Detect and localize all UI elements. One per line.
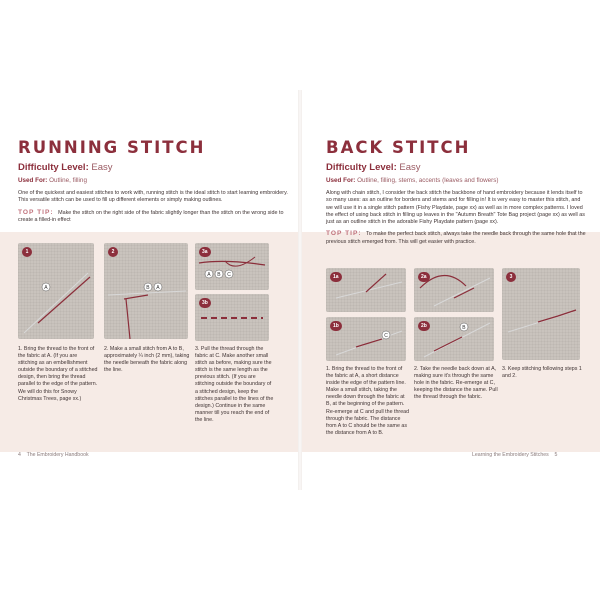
step-badge: 1 — [22, 247, 32, 257]
caption-number: 3. — [502, 366, 507, 372]
difficulty-value: Easy — [399, 162, 421, 173]
caption-number: 2. — [414, 366, 419, 372]
caption-text: Bring the thread to the front of the fabric at A. (If you are stitching as an embellishment outside the boundary of a stitched design, then bring the thread parallel to the edge of the pattern. We will do this for Snowy Christmas Trees, page xx.) — [18, 346, 98, 402]
step-photo-1b — [326, 317, 406, 361]
step-photo-1 — [18, 243, 94, 339]
needle-illustration-icon — [502, 268, 580, 360]
footer-page-number: 4 — [18, 452, 21, 458]
used-for-label: Used For: — [18, 177, 48, 184]
footer-book-title: Learning the Embroidery Stitches — [472, 452, 549, 458]
footer-book-title: The Embroidery Handbook — [26, 452, 89, 458]
photo-letter: A — [156, 285, 160, 291]
caption-text: Make a small stitch from A to B, approximately ¼ inch (2 mm), taking the needle beneath the fabric along the line. — [104, 346, 190, 374]
step-caption-1 — [326, 366, 410, 437]
difficulty-level — [18, 162, 288, 173]
difficulty-label: Difficulty Level: — [18, 162, 89, 173]
photo-letter: A — [44, 285, 48, 291]
right-page-text — [326, 138, 588, 246]
step-photo-3a — [195, 243, 269, 290]
left-page-text — [18, 138, 288, 224]
used-for — [326, 177, 588, 184]
step-photo-1a — [326, 268, 406, 312]
step-photo-2 — [104, 243, 188, 339]
top-tip-text: To make the perfect back stitch, always take the needle back through the same hole that the previous stitch emerged from. This will get easier with practice. — [326, 231, 586, 245]
photo-letter: B — [462, 325, 466, 331]
caption-text: Keep stitching following steps 1 and 2. — [502, 366, 582, 380]
caption-text: Bring the thread to the front of the fabric at A, a short distance inside the edge of the pattern line. Make a small stitch, taking the needle down through the fabric at B, at the beginning of the pattern. Re-emerge at C and pull the thread through the fabric. The distance from A to C should be the same as the distance from A to B. — [326, 366, 410, 436]
difficulty-value: Easy — [91, 162, 113, 173]
right-footer — [472, 452, 557, 458]
step-badge: 2b — [418, 321, 430, 331]
top-tip — [326, 230, 588, 246]
needle-illustration-icon — [18, 243, 94, 339]
intro-paragraph: Along with chain stitch, I consider the back stitch the backbone of hand embroidery because it lends itself to so many uses: as an outline for borders and stems and for filling in! It is very easy to master this stitch, and we will use it in a single stitch pattern (Fishy Playdate, page xx) as well as in more complex patterns. I loved the effect of using back stitch in filling up leaves in the "Autumn Breath" Tote Bag project (page xx) as well as just as an outline stitch in the adorable Fishy Playdate pattern (page xx). — [326, 190, 585, 226]
top-tip-label: TOP TIP: — [326, 230, 362, 238]
step-photo-2b — [414, 317, 494, 361]
running-stitch-title: RUNNING STITCH — [18, 138, 206, 157]
caption-text: Pull the thread through the fabric at C. Make another small stitch as before, making sure the stitch is the same length as the previous stitch. (If you are stitching outside the boundary of a stitched design, keep the stitches parallel to the lines of the design.) Continue in the same manner till you reach the end of the line. — [195, 346, 274, 423]
caption-number: 2. — [104, 346, 109, 352]
step-caption-1 — [18, 346, 98, 403]
caption-number: 1. — [326, 366, 331, 372]
step-caption-3 — [502, 366, 582, 380]
used-for-value: Outline, filling — [49, 177, 87, 184]
used-for-value: Outline, filling, stems, accents (leaves and flowers) — [357, 177, 499, 184]
step-photo-2a — [414, 268, 494, 312]
caption-number: 1. — [18, 346, 23, 352]
caption-number: 3. — [195, 346, 200, 352]
photo-letter: B — [146, 285, 150, 291]
step-badge: 3a — [199, 247, 211, 257]
back-stitch-title: BACK STITCH — [326, 138, 471, 157]
step-caption-2 — [104, 346, 190, 374]
used-for-label: Used For: — [326, 177, 356, 184]
top-tip — [18, 209, 288, 225]
step-photo-3 — [502, 268, 580, 360]
photo-letter: C — [384, 333, 388, 339]
needle-illustration-icon — [104, 243, 188, 339]
photo-letter: C — [227, 272, 231, 278]
step-badge: 2 — [108, 247, 118, 257]
used-for — [18, 177, 288, 184]
photo-letter: B — [217, 272, 221, 278]
step-badge: 1a — [330, 272, 342, 282]
step-badge: 3b — [199, 298, 211, 308]
step-badge: 2a — [418, 272, 430, 282]
step-caption-2 — [414, 366, 498, 401]
step-photo-3b — [195, 294, 269, 341]
difficulty-level — [326, 162, 588, 173]
photo-letter: A — [207, 272, 211, 278]
page-gutter — [298, 90, 302, 490]
footer-page-number: 5 — [554, 452, 558, 458]
caption-text: Take the needle back down at A, making sure it's through the same hole in the fabric. Re-emerge at C, keeping the distance the same. Pull the thread through the fabric. — [414, 366, 498, 401]
difficulty-label: Difficulty Level: — [326, 162, 397, 173]
top-tip-text: Make the stitch on the right side of the fabric slightly longer than the stitch on the wrong side to create a filled-in effect — [18, 209, 284, 223]
intro-paragraph: One of the quickest and easiest stitches to work with, running stitch is the ideal stitch to start learning embroidery. This versatile stitch can be used to fill up different elements or simply making outlines. — [18, 190, 288, 204]
top-tip-label: TOP TIP: — [18, 208, 54, 216]
step-caption-3 — [195, 346, 275, 424]
step-badge: 1b — [330, 321, 342, 331]
step-badge: 3 — [506, 272, 516, 282]
left-footer — [18, 452, 89, 458]
